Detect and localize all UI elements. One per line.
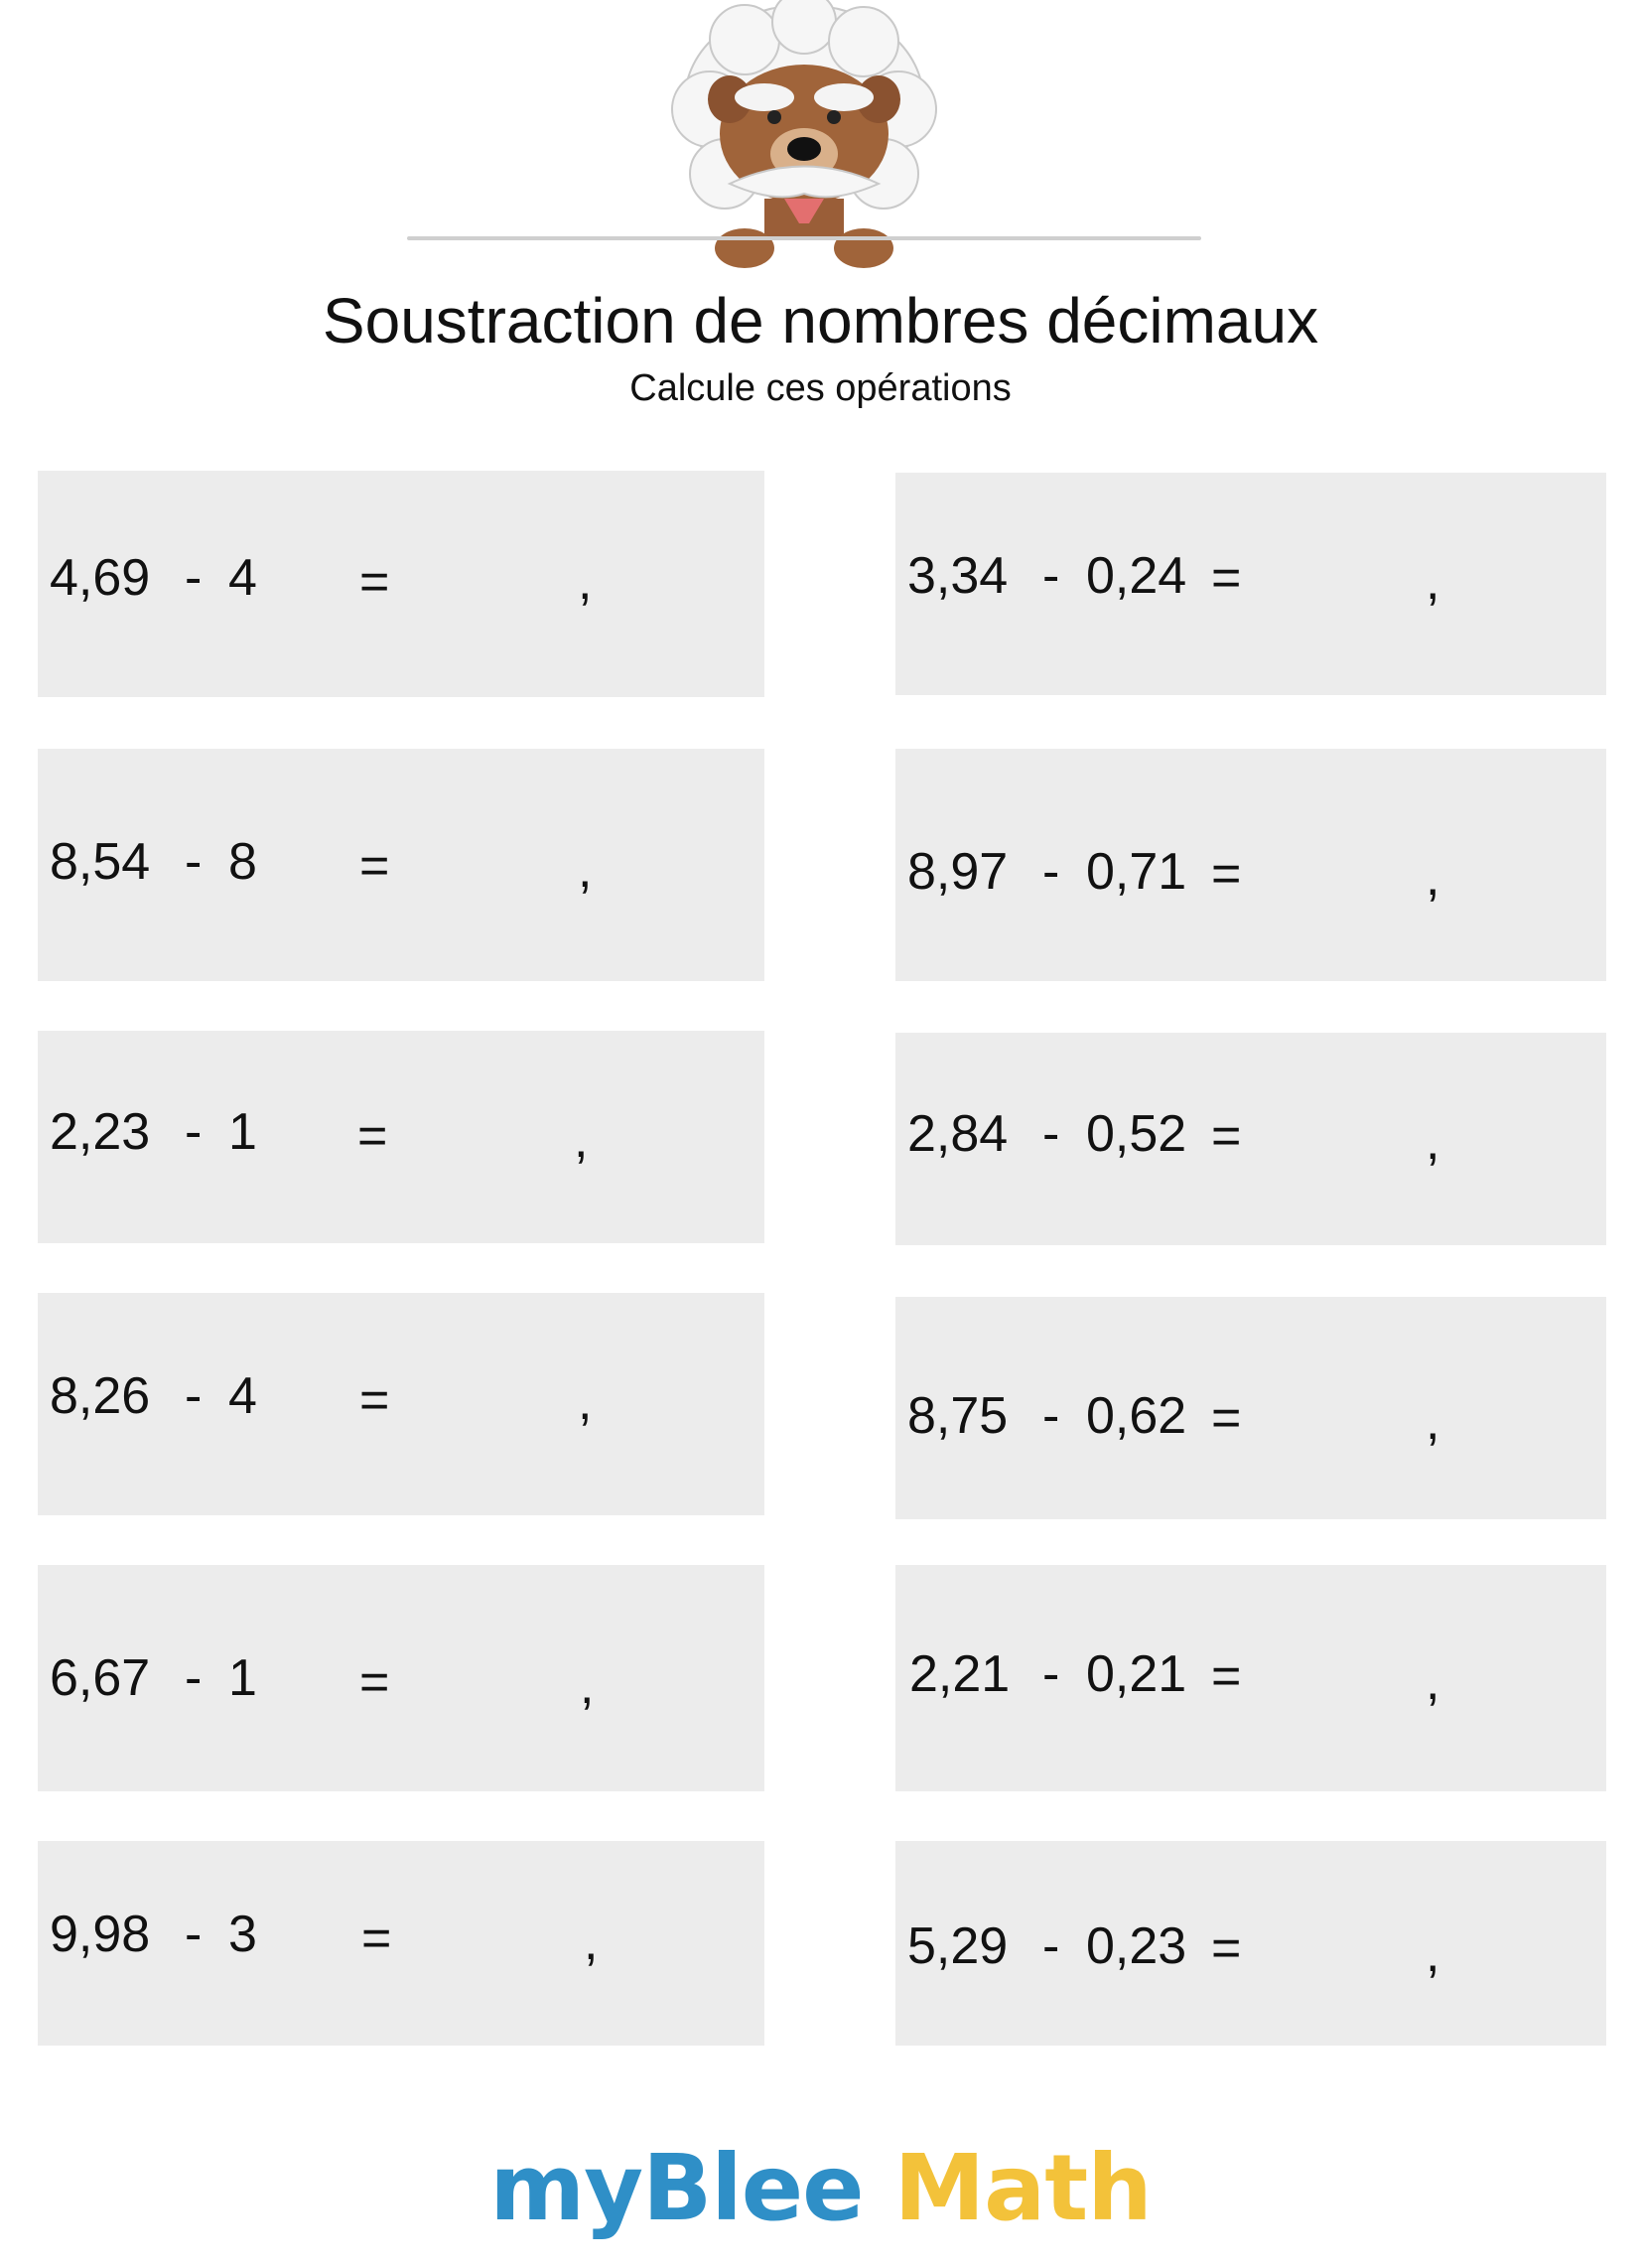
operand-a: 8,26 [50,1367,151,1425]
answer-comma: , [1426,1113,1440,1171]
operand-b: 0,23 [1086,1917,1187,1975]
operand-b: 3 [228,1906,257,1963]
equals-sign: = [359,553,390,611]
operand-a: 3,34 [907,547,1009,605]
equals-sign: = [359,837,390,895]
operand-b: 0,21 [1086,1645,1187,1703]
answer-comma: , [1426,1653,1440,1711]
bear-mascot-icon [635,0,973,268]
exercise-box [895,749,1606,981]
exercise-box [38,471,764,697]
page-subtitle: Calcule ces opérations [629,367,1012,409]
exercise-box [38,1293,764,1515]
answer-comma: , [1426,1925,1440,1983]
answer-comma: , [578,553,593,611]
minus-sign: - [1042,1917,1060,1975]
operand-a: 4,69 [50,549,151,607]
exercise-box [895,473,1606,695]
minus-sign: - [185,1367,203,1425]
page-title: Soustraction de nombres décimaux [322,285,1319,356]
exercise-box [38,749,764,981]
exercise-box [895,1033,1606,1245]
operand-b: 1 [228,1103,257,1161]
equals-sign: = [361,1910,392,1967]
header-divider [407,236,1201,240]
operand-b: 0,24 [1086,547,1187,605]
minus-sign: - [1042,1387,1060,1445]
answer-comma: , [580,1657,595,1715]
operand-b: 0,52 [1086,1105,1187,1163]
answer-comma: , [584,1914,599,1971]
brand-logo-part2: Math [863,2135,1152,2241]
operand-b: 1 [228,1649,257,1707]
equals-sign: = [1211,1647,1242,1705]
equals-sign: = [357,1107,388,1165]
operand-a: 6,67 [50,1649,151,1707]
minus-sign: - [185,549,203,607]
exercise-box [38,1841,764,2046]
exercise-box [38,1031,764,1243]
answer-comma: , [574,1111,589,1169]
operand-a: 9,98 [50,1906,151,1963]
exercise-box [895,1841,1606,2046]
answer-comma: , [578,841,593,899]
brand-logo [0,2135,1641,2241]
exercise-box [38,1565,764,1791]
equals-sign: = [1211,1919,1242,1977]
minus-sign: - [1042,1645,1060,1703]
operand-a: 2,84 [907,1105,1009,1163]
operand-b: 8 [228,833,257,891]
operand-b: 0,62 [1086,1387,1187,1445]
operand-a: 5,29 [907,1917,1009,1975]
exercise-box [895,1565,1606,1791]
operand-b: 0,71 [1086,843,1187,901]
minus-sign: - [185,1906,203,1963]
exercise-box [895,1297,1606,1519]
minus-sign: - [185,1103,203,1161]
equals-sign: = [359,1653,390,1711]
answer-comma: , [1426,849,1440,907]
answer-comma: , [578,1373,593,1431]
minus-sign: - [1042,1105,1060,1163]
minus-sign: - [185,833,203,891]
operand-a: 8,97 [907,843,1009,901]
equals-sign: = [1211,1389,1242,1447]
equals-sign: = [1211,549,1242,607]
operand-a: 8,75 [907,1387,1009,1445]
operand-a: 2,23 [50,1103,151,1161]
equals-sign: = [1211,1107,1242,1165]
answer-comma: , [1426,1393,1440,1451]
minus-sign: - [1042,843,1060,901]
brand-logo-part1: myBlee [489,2135,864,2241]
answer-comma: , [1426,553,1440,611]
operand-a: 8,54 [50,833,151,891]
equals-sign: = [359,1371,390,1429]
minus-sign: - [1042,547,1060,605]
minus-sign: - [185,1649,203,1707]
equals-sign: = [1211,845,1242,903]
operand-b: 4 [228,1367,257,1425]
operand-a: 2,21 [909,1645,1011,1703]
operand-b: 4 [228,549,257,607]
